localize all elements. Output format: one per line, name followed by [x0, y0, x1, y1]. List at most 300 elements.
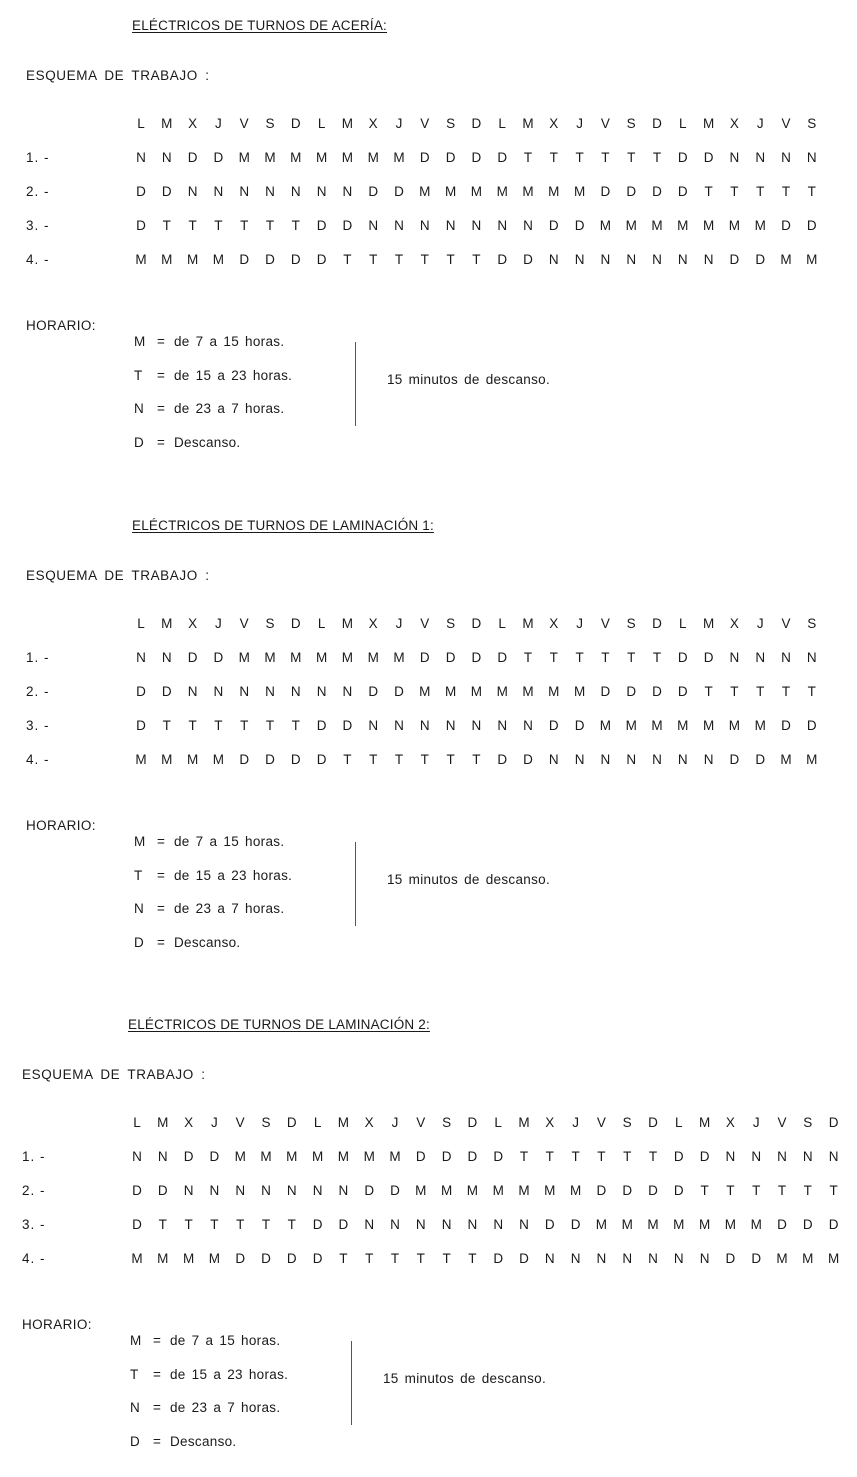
shift-cell: T [236, 1217, 245, 1232]
legend-code: N [134, 901, 144, 916]
shift-cell: M [754, 218, 766, 233]
shift-row-label: 2. - [22, 1183, 46, 1198]
legend-item [134, 868, 292, 902]
day-header-cell: V [235, 1115, 245, 1130]
shift-cell: D [239, 752, 250, 767]
shift-cell: N [755, 150, 766, 165]
shift-cell: N [699, 1251, 710, 1266]
shift-cell: N [600, 252, 611, 267]
shift-cell: M [724, 1217, 737, 1232]
shift-cell: T [210, 1217, 219, 1232]
shift-cell: M [131, 1251, 143, 1266]
shift-cell: D [677, 184, 688, 199]
shift-cell: N [622, 1251, 633, 1266]
shift-cell: M [315, 650, 328, 665]
shift-cell: T [575, 150, 584, 165]
shift-cell: T [287, 1217, 296, 1232]
shift-cell: D [209, 1149, 220, 1164]
shift-cell: N [187, 184, 198, 199]
day-header-cell: S [622, 1115, 632, 1130]
shift-cell: M [776, 1251, 788, 1266]
day-header-cell: V [781, 616, 791, 631]
shift-cell: N [497, 218, 508, 233]
day-header-cell: D [467, 1115, 478, 1130]
day-header-cell: V [416, 1115, 426, 1130]
shift-cell: M [311, 1149, 324, 1164]
shift-cell: N [751, 1149, 762, 1164]
shift-cell: N [652, 252, 662, 267]
shift-cell: N [574, 752, 585, 767]
shift-row [0, 184, 857, 218]
shift-cell: D [368, 684, 379, 699]
shift-cell: D [290, 752, 301, 767]
shift-cell: M [806, 752, 818, 767]
shift-cell: D [548, 218, 559, 233]
shift-cell: D [600, 184, 611, 199]
shift-cell: M [750, 1217, 762, 1232]
shift-row [0, 650, 857, 684]
shift-cell: D [703, 150, 714, 165]
shift-cell: N [213, 184, 224, 199]
shift-cell: N [673, 1251, 684, 1266]
shift-cell: D [187, 150, 198, 165]
shift-cell: D [548, 718, 559, 733]
day-header-cell: L [498, 116, 506, 131]
shift-cell: T [700, 1183, 709, 1198]
day-header-cell: X [188, 616, 198, 631]
shift-cell: M [625, 218, 637, 233]
legend-description: de 23 a 7 horas. [174, 901, 285, 916]
day-header-cell: J [215, 116, 222, 131]
shift-legend [134, 834, 292, 968]
legend-item [134, 935, 292, 969]
legend-equals: = [157, 367, 165, 383]
shift-cell: T [343, 752, 352, 767]
shift-cell: M [238, 650, 250, 665]
day-header-cell: X [364, 1115, 374, 1130]
day-header-cell: M [161, 616, 173, 631]
shift-cell: N [342, 184, 353, 199]
day-header-cell: J [215, 616, 222, 631]
day-header-cell: S [265, 116, 275, 131]
shift-cell: D [570, 1217, 581, 1232]
shift-cell: N [290, 184, 301, 199]
day-header-cell: L [133, 1115, 141, 1130]
shift-cell: D [497, 150, 508, 165]
day-header-cell: L [494, 1115, 502, 1130]
shift-cell: M [161, 252, 173, 267]
shift-cell: N [548, 252, 559, 267]
shift-row [0, 218, 857, 252]
shift-cell: D [652, 684, 662, 699]
shift-cell: N [368, 218, 379, 233]
shift-cell: N [239, 184, 250, 199]
shift-cell: M [470, 184, 483, 199]
legend-code: N [130, 1400, 140, 1415]
day-header-cell: X [729, 116, 739, 131]
shift-cell: D [596, 1183, 607, 1198]
day-header-cell: J [395, 616, 403, 631]
shift-cell: N [652, 752, 662, 767]
legend-item [134, 834, 292, 868]
shift-cell: D [622, 1183, 633, 1198]
shift-cell: D [471, 150, 482, 165]
legend-equals: = [157, 867, 165, 883]
day-header-cell: S [446, 116, 456, 131]
shift-row-label: 2. - [26, 684, 50, 699]
shift-cell: M [698, 1217, 711, 1232]
shift-legend [130, 1333, 288, 1467]
section-title: ELÉCTRICOS DE TURNOS DE ACERÍA: [132, 18, 388, 33]
shift-row [0, 752, 857, 786]
shift-cell: D [213, 650, 224, 665]
shift-cell: D [132, 1217, 142, 1232]
shift-cell: N [497, 718, 508, 733]
shift-cell: N [828, 1149, 839, 1164]
day-header-cell: X [549, 116, 559, 131]
shift-cell: D [136, 184, 146, 199]
shift-cell: D [338, 1217, 349, 1232]
day-header-cell: M [341, 116, 354, 131]
break-note: 15 minutos de descanso. [387, 372, 550, 387]
shift-cell: T [369, 252, 378, 267]
shift-cell: N [467, 1217, 478, 1232]
shift-cell: N [338, 1183, 349, 1198]
shift-cell: N [183, 1183, 194, 1198]
day-header-cell: L [313, 1115, 322, 1130]
shift-cell: T [390, 1251, 400, 1266]
shift-row [0, 684, 857, 718]
day-header-cell: D [471, 616, 482, 631]
shift-cell: T [416, 1251, 425, 1266]
shift-cell: M [444, 184, 457, 199]
day-header-cell: M [702, 116, 715, 131]
shift-cell: D [187, 650, 198, 665]
shift-cell: D [574, 218, 585, 233]
day-header-cell: V [420, 616, 430, 631]
shift-cell: N [290, 684, 301, 699]
shift-row [0, 718, 857, 752]
shift-cell: D [136, 684, 146, 699]
shift-cell: T [265, 718, 275, 733]
shift-cell: T [188, 718, 197, 733]
shift-cell: N [802, 1149, 813, 1164]
day-header-cell: L [317, 616, 326, 631]
shift-cell: T [188, 218, 197, 233]
day-header-cell: D [652, 616, 662, 631]
legend-equals: = [157, 434, 165, 450]
shift-cell: T [442, 1251, 451, 1266]
shift-cell: N [445, 718, 456, 733]
shift-cell: T [781, 184, 791, 199]
shift-cell: N [390, 1217, 400, 1232]
shift-cell: T [261, 1217, 271, 1232]
shift-cell: T [240, 718, 249, 733]
shift-cell: D [312, 1251, 323, 1266]
shift-cell: N [441, 1217, 452, 1232]
legend-code: T [134, 367, 143, 383]
day-header-cell: X [545, 1115, 555, 1130]
shift-cell: D [493, 1149, 504, 1164]
shift-cell: M [728, 718, 741, 733]
shift-cell: D [519, 1251, 529, 1266]
shift-cell: T [162, 218, 171, 233]
shift-cell: M [367, 650, 379, 665]
shift-row-label: 4. - [26, 252, 50, 267]
shift-cell: N [261, 1183, 271, 1198]
shift-cell: D [648, 1183, 658, 1198]
shift-cell: T [420, 752, 429, 767]
shift-cell: T [730, 184, 739, 199]
shift-cell: T [807, 184, 816, 199]
shift-cell: M [496, 684, 508, 699]
shift-cell: T [394, 752, 404, 767]
shift-cell: T [369, 752, 378, 767]
shift-cell: T [648, 1149, 658, 1164]
schedule-section [0, 8, 857, 478]
legend-equals: = [157, 901, 165, 916]
schedule-section [0, 508, 857, 978]
shift-cell: N [570, 1251, 581, 1266]
day-header-cell: L [498, 616, 506, 631]
shift-cell: D [703, 650, 714, 665]
shift-cell: D [342, 718, 353, 733]
day-header-cell: S [803, 1115, 813, 1130]
day-header-cell: V [239, 116, 249, 131]
shift-cell: M [496, 184, 508, 199]
shift-cell: D [652, 184, 662, 199]
shift-cell: M [341, 150, 354, 165]
shift-cell: T [652, 650, 662, 665]
legend-code: D [130, 1433, 140, 1449]
shift-cell: D [781, 218, 791, 233]
legend-description: de 7 a 15 horas. [170, 1333, 281, 1348]
shift-cell: N [394, 218, 404, 233]
shift-cell: N [209, 1183, 220, 1198]
schedule-hours-label: HORARIO: [26, 318, 96, 333]
shift-cell: M [440, 1183, 453, 1198]
day-header-cell: J [211, 1115, 218, 1130]
day-header-cell: M [518, 1115, 530, 1130]
shift-cell: T [291, 218, 300, 233]
shift-cell: N [136, 150, 146, 165]
shift-cell: D [290, 252, 301, 267]
shift-cell: M [621, 1217, 633, 1232]
shift-cell: M [389, 1149, 401, 1164]
shift-cell: T [807, 684, 816, 699]
shift-cell: M [625, 718, 637, 733]
day-header-cell: L [317, 116, 326, 131]
shift-cell: M [186, 752, 199, 767]
shift-cell: D [523, 252, 533, 267]
shift-cell: M [702, 218, 715, 233]
shift-cell: M [466, 1183, 479, 1198]
shift-row-label: 2. - [26, 184, 50, 199]
shift-cell: D [415, 1149, 426, 1164]
shift-cell: T [240, 218, 249, 233]
shift-cell: D [286, 1251, 297, 1266]
shift-cell: D [265, 252, 275, 267]
schedule-hours-label: HORARIO: [26, 818, 96, 833]
schedule-hours-label: HORARIO: [22, 1317, 92, 1332]
shift-cell: T [214, 718, 223, 733]
shift-cell: N [419, 218, 430, 233]
shift-cell: T [339, 1251, 348, 1266]
day-header-cell: S [261, 1115, 271, 1130]
day-header-cell: X [368, 116, 378, 131]
shift-cell: D [316, 218, 327, 233]
shift-cell: N [519, 1217, 529, 1232]
legend-item [134, 901, 292, 935]
legend-item [130, 1333, 288, 1367]
day-header-cell: D [652, 116, 662, 131]
shift-cell: N [648, 1251, 658, 1266]
shift-cell: D [316, 752, 327, 767]
day-header-cell: V [600, 616, 610, 631]
shift-cell: T [726, 1183, 735, 1198]
shift-cell: M [470, 684, 483, 699]
shift-cell: D [755, 752, 766, 767]
shift-cell: M [573, 684, 586, 699]
shift-cell: N [471, 718, 482, 733]
shift-cell: N [235, 1183, 246, 1198]
shift-cell: N [523, 718, 533, 733]
shift-cell: N [187, 684, 198, 699]
legend-description: de 15 a 23 horas. [170, 1366, 289, 1382]
day-header-cell: S [626, 616, 636, 631]
day-header-cell: X [549, 616, 559, 631]
shift-cell: N [132, 1149, 142, 1164]
shift-cell: T [214, 218, 223, 233]
legend-description: Descanso. [174, 434, 241, 450]
shift-cell: D [157, 1183, 168, 1198]
day-header-cell: X [729, 616, 739, 631]
shift-cell: M [290, 650, 302, 665]
shift-cell: M [677, 218, 689, 233]
shift-cell: T [597, 1149, 606, 1164]
shift-cell: M [363, 1149, 375, 1164]
day-header-cell: X [725, 1115, 735, 1130]
shift-cell: T [627, 150, 636, 165]
shift-row [0, 1217, 853, 1251]
legend-description: de 15 a 23 horas. [174, 367, 293, 383]
shift-grid [0, 1115, 853, 1285]
legend-item [134, 435, 292, 469]
shift-cell: T [704, 184, 713, 199]
shift-cell: T [472, 252, 481, 267]
day-header-cell: M [161, 116, 173, 131]
day-header-cell: J [576, 616, 583, 631]
shift-cell: T [756, 684, 765, 699]
shift-row-label: 1. - [26, 650, 50, 665]
shift-cell: M [341, 650, 354, 665]
day-header-cell: J [756, 616, 764, 631]
shift-cell: M [208, 1251, 221, 1266]
shift-cell: M [286, 1149, 298, 1164]
day-header-cell: D [648, 1115, 658, 1130]
section-title: ELÉCTRICOS DE TURNOS DE LAMINACIÓN 1: [132, 518, 434, 533]
shift-cell: D [497, 252, 508, 267]
shift-cell: T [420, 252, 429, 267]
shift-cell: T [184, 1217, 193, 1232]
shift-cell: D [445, 650, 456, 665]
shift-cell: M [548, 184, 560, 199]
shift-cell: D [806, 218, 817, 233]
shift-cell: N [265, 684, 275, 699]
legend-code: T [134, 867, 143, 883]
shift-cell: N [493, 1217, 504, 1232]
shift-cell: M [780, 252, 792, 267]
shift-cell: T [829, 1183, 838, 1198]
shift-cell: T [571, 1149, 580, 1164]
day-header-cell: V [239, 616, 249, 631]
shift-cell: N [626, 752, 637, 767]
shift-cell: D [626, 184, 637, 199]
shift-cell: M [264, 150, 276, 165]
shift-cell: M [492, 1183, 504, 1198]
work-scheme-label: ESQUEMA DE TRABAJO : [26, 68, 210, 83]
shift-cell: D [419, 150, 430, 165]
legend-code: N [134, 401, 144, 416]
shift-cell: N [777, 1149, 787, 1164]
shift-cell: T [752, 1183, 761, 1198]
shift-cell: D [316, 252, 327, 267]
shift-cell: N [600, 752, 611, 767]
shift-cell: N [157, 1149, 168, 1164]
shift-cell: T [519, 1149, 529, 1164]
shift-cell: T [575, 650, 584, 665]
shift-cell: T [601, 650, 610, 665]
legend-item [130, 1367, 288, 1401]
shift-cell: M [212, 252, 225, 267]
shift-cell: D [235, 1251, 246, 1266]
shift-cell: D [213, 150, 224, 165]
shift-cell: N [677, 752, 688, 767]
shift-cell: T [627, 650, 636, 665]
shift-cell: N [781, 650, 791, 665]
shift-cell: T [291, 718, 300, 733]
shift-cell: M [522, 684, 534, 699]
shift-cell: T [343, 252, 352, 267]
shift-cell: D [677, 684, 688, 699]
day-header-cell: L [675, 1115, 683, 1130]
day-header-cell: D [290, 116, 301, 131]
shift-grid [0, 616, 857, 786]
shift-cell: M [651, 218, 663, 233]
shift-row [0, 1183, 853, 1217]
shift-cell: D [777, 1217, 787, 1232]
day-header-cell: L [137, 116, 145, 131]
shift-cell: M [444, 684, 457, 699]
legend-description: de 7 a 15 horas. [174, 834, 285, 849]
shift-cell: N [419, 718, 430, 733]
day-header-cell: V [596, 1115, 606, 1130]
day-header-cell: V [781, 116, 791, 131]
shift-cell: T [365, 1251, 374, 1266]
shift-cell: D [751, 1251, 762, 1266]
shift-cell: T [803, 1183, 812, 1198]
shift-cell: M [419, 684, 431, 699]
shift-cell: N [342, 684, 353, 699]
shift-cell: N [574, 252, 585, 267]
shift-cell: D [497, 752, 508, 767]
shift-cell: N [213, 684, 224, 699]
day-header-cell: J [752, 1115, 760, 1130]
shift-cell: M [599, 218, 612, 233]
shift-cell: D [673, 1149, 684, 1164]
shift-cell: D [342, 218, 353, 233]
work-scheme-label: ESQUEMA DE TRABAJO : [26, 568, 210, 583]
